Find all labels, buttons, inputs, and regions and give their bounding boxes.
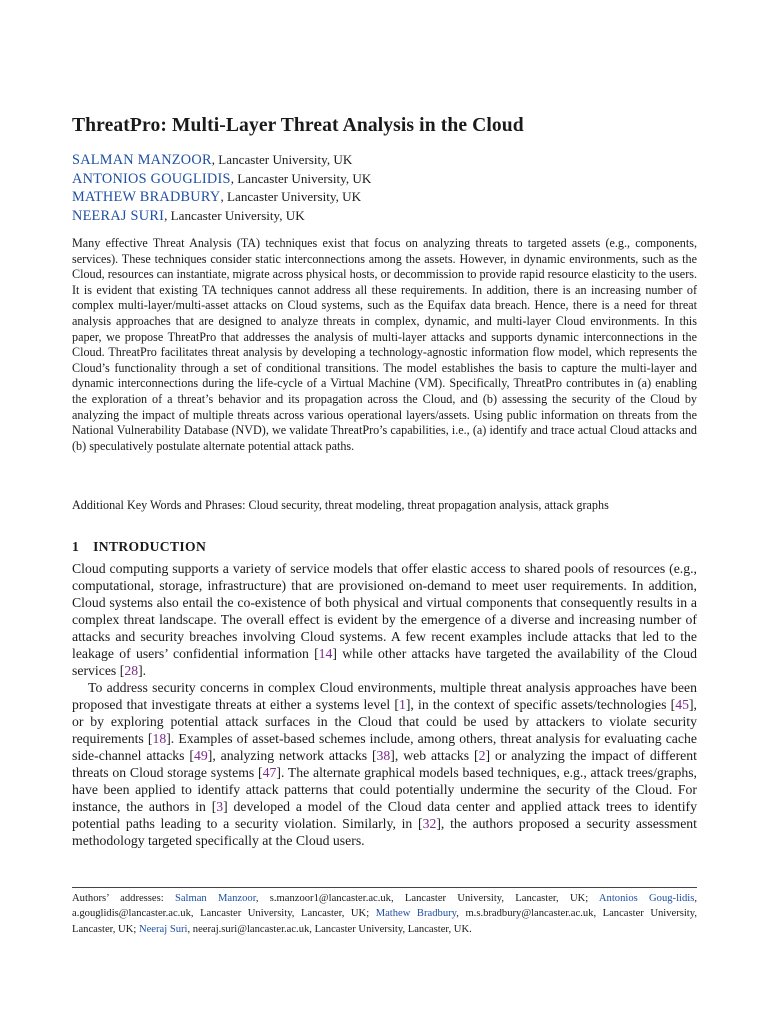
paragraph-text: , s.manzoor1@lancaster.ac.uk, Lancaster University, Lancaster, UK; [255,893,599,904]
intro-paragraph-2 [72,679,697,849]
author-affiliation: , Lancaster University, UK [230,170,372,186]
authors-addresses-footnote [72,891,697,937]
author-entry [72,208,371,227]
citation-link[interactable]: 18 [152,731,167,746]
paper-title: ThreatPro: Multi-Layer Threat Analysis in the Cloud [72,115,524,136]
paragraph-text: ]. [138,663,147,678]
author-entry [72,189,371,208]
author-affiliation: , Lancaster University, UK [220,189,362,204]
author-name-link[interactable]: NEERAJ SURI [72,207,165,224]
paragraph-text: ] while other attacks have targeted the availability of the Cloud services [ [72,646,697,678]
paragraph-text: , m.s.bradbury@lancaster.ac.uk, Lancaster University, Lancaster, UK; [72,908,698,935]
paragraph-text: ] or analyzing the impact of different threats on Cloud storage systems [ [72,748,697,780]
citation-link[interactable]: 14 [318,646,333,661]
paragraph-text: ], web attacks [ [390,748,479,763]
paragraph-text: Cloud computing supports a variety of service models that offer elastic access to shared pools of resources (e.g., computational, storage, infrastructure) that are provisioned on-demand to meet user requirements. In addition, Cloud systems also entail the co-existence of both physical and virtual components that consequently results in a complex threat landscape. The overall effect is evident by the emergence of a diverse and increasing number of attacks and security breaches involving Cloud systems. A few recent examples include attacks that led to the leakage of users’ confidential information [ [72,561,697,661]
keywords: Additional Key Words and Phrases: Cloud security, threat modeling, threat propagation analysis, attack graphs [72,498,609,512]
citation-link[interactable]: 1 [398,697,406,712]
footnote-divider [72,887,697,888]
citation-link[interactable]: 2 [478,748,486,763]
citation-link[interactable]: 45 [675,697,689,712]
author-entry [72,152,371,171]
author-name-link[interactable]: Mathew Bradbury [375,908,457,920]
citation-link[interactable]: 38 [376,748,391,763]
paragraph-text: ], in the context of specific assets/technologies [ [405,697,676,712]
paragraph-text: , neeraj.suri@lancaster.ac.uk, Lancaster University, Lancaster, UK. [187,923,472,935]
author-entry [72,171,371,190]
author-name-link[interactable]: Neeraj Suri [138,923,188,935]
introduction-body [72,560,697,849]
paragraph-text: ], or by exploring potential attack surfaces in the Cloud that could be used by attackers to violate security requirements [ [72,697,697,746]
intro-paragraph-1 [72,560,697,679]
citation-link[interactable]: 47 [262,765,277,780]
section-heading [72,539,206,555]
author-name-link[interactable]: ANTONIOS GOUGLIDIS [72,170,231,187]
author-list [72,152,371,226]
author-affiliation: , Lancaster University, UK [211,152,353,167]
citation-link[interactable]: 28 [124,663,139,678]
author-name-link[interactable]: MATHEW BRADBURY [72,189,221,205]
citation-link[interactable]: 3 [216,799,224,814]
paragraph-text: To address security concerns in complex Cloud environments, multiple threat analysis approaches have been proposed that investigate threats at either a systems level [ [72,680,697,712]
paragraph-text: ]. Examples of asset-based schemes include, among others, threat analysis for evaluating cache side-channel attacks [ [72,731,697,763]
section-title: INTRODUCTION [93,539,207,554]
citation-link[interactable]: 49 [194,748,208,763]
author-name-link[interactable]: Antonios Goug-lidis [598,893,695,904]
author-name-link[interactable]: Salman Manzoor [174,893,256,904]
section-number: 1 [72,539,80,554]
paragraph-text: Authors’ addresses: [72,893,175,904]
citation-link[interactable]: 32 [422,816,437,831]
paragraph-text: ], the authors proposed a security assessment methodology targeted specifically at the Cloud users. [72,816,697,848]
paragraph-text: ]. The alternate graphical models based techniques, e.g., attack trees/graphs, have been applied to identify attack patterns that could potentially undermine the security of the Cloud. For instance, the authors in [ [72,765,697,814]
author-affiliation: , Lancaster University, UK [164,207,305,223]
abstract: Many effective Threat Analysis (TA) techniques exist that focus on analyzing threats to targeted assets (e.g., components, services). These techniques consider static interconnections among the assets. However, in dynamic environments, such as the Cloud, resources can instantiate, migrate across physical hosts, or decommission to provide rapid resource elasticity to the users. It is evident that existing TA techniques cannot address all these requirements. In addition, there is an increasing number of complex multi-layer/multi-asset attacks on Cloud systems, such as the Equifax data breach. Hence, there is a need for threat analysis approaches that are designed to analyze threats in complex, dynamic, and multi-layer Cloud environments. In this paper, we propose ThreatPro that addresses the analysis of multi-layer attacks and supports dynamic interconnections in the Cloud. ThreatPro facilitates threat analysis by developing a technology-agnostic information flow model, which represents the Cloud’s functionality through a set of conditional transitions. The model establishes the basis to capture the multi-layer and dynamic interconnections during the life-cycle of a Virtual Machine (VM). Specifically, ThreatPro contributes in (a) enabling the exploration of a threat’s behavior and its propagation across the Cloud, and (b) assessing the security of the Cloud by analyzing the impact of multiple threats across various operational layers/assets. Using public information on threats from the National Vulnerability Database (NVD), we validate ThreatPro’s capabilities, i.e., (a) identify and trace actual Cloud attacks and (b) speculatively postulate alternate potential attack paths. [72,236,697,453]
paragraph-text: , a.gouglidis@lancaster.ac.uk, Lancaster University, Lancaster, UK; [72,893,697,920]
paragraph-text: ], analyzing network attacks [ [207,748,377,763]
paragraph-text: ] developed a model of the Cloud data center and applied attack trees to identify potential paths leading to a security violation. Similarly, in [ [72,799,697,831]
author-name-link[interactable]: SALMAN MANZOOR [72,152,212,168]
